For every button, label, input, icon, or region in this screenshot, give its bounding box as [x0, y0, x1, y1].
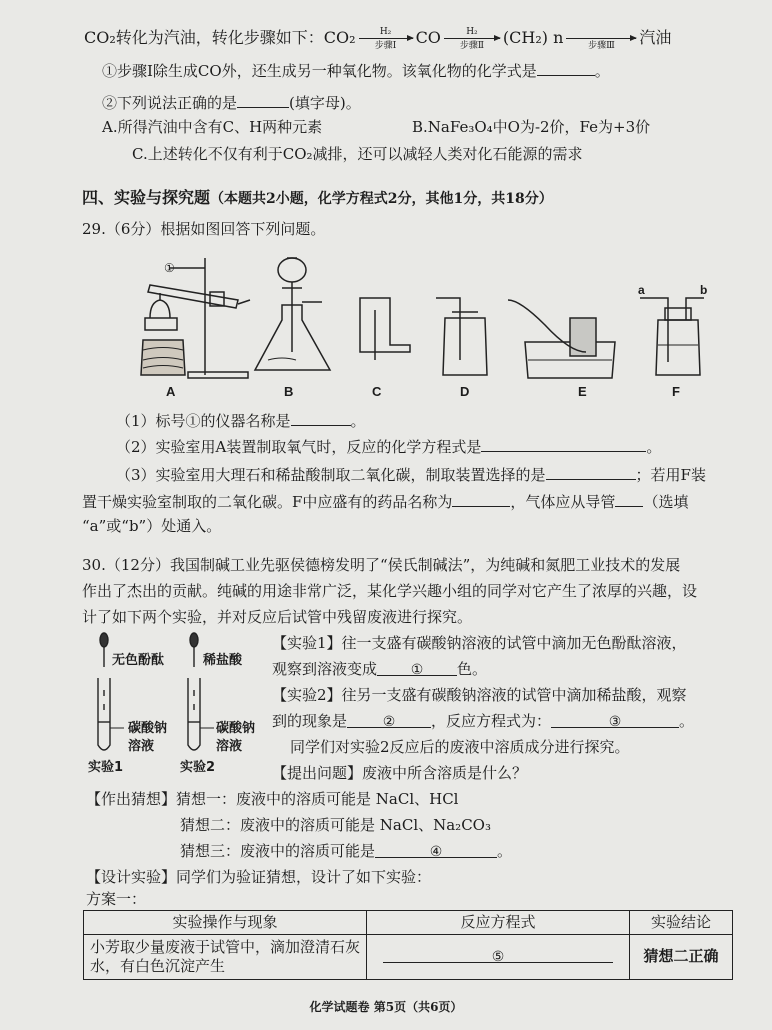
plan-cell-operation: 小芳取少量废液于试管中，滴加澄清石灰水，有白色沉淀产生 [84, 934, 367, 979]
label-e: E [578, 384, 587, 399]
q28-option-c: C.上述转化不仅有利于CO₂减排，还可以减轻人类对化石能源的需求 [132, 145, 583, 163]
q30-exp2-line1: 【实验2】往另一支盛有碳酸钠溶液的试管中滴加稀盐酸，观察 [272, 686, 687, 704]
fig-label-phenolphthalein: 无色酚酞 [112, 653, 165, 668]
q28-option-a: A.所得汽油中含有C、H两种元素 [102, 118, 323, 136]
q30-mark-1: ① [410, 662, 424, 678]
q28-option-b: B.NaFe₃O₄中O为-2价，Fe为+3价 [412, 118, 651, 136]
label-f: F [672, 384, 680, 399]
q30-mark-5: ⑤ [491, 949, 505, 966]
q30-exp2-line2 [272, 712, 694, 731]
q30-exp1-line1: 【实验1】往一支盛有碳酸钠溶液的试管中滴加无色酚酞溶液， [272, 634, 687, 652]
fig-label-exp1: 实验1 [88, 760, 124, 775]
plan-table [83, 910, 733, 980]
q30-guess-3-end: 。 [497, 842, 513, 860]
q29-heading: 29.（6分）根据如图回答下列问题。 [82, 220, 326, 238]
q29-p3-text-b: ；若用F装 [635, 466, 706, 484]
q30-guess-2: 猜想二：废液中的溶质可能是 NaCl、Na₂CO₃ [180, 816, 491, 834]
q28-sub1-text: ①步骤Ⅰ除生成CO外，还生成另一种氧化物。该氧化物的化学式是 [102, 62, 537, 80]
q30-blank-4[interactable] [375, 842, 497, 858]
plan-cell-conclusion: 猜想二正确 [630, 934, 733, 979]
q30-guess-1 [86, 790, 458, 809]
q30-guess-1-text: 猜想一：废液中的溶质可能是 NaCl、HCl [176, 790, 459, 808]
ch2n-formula: (CH₂) n [502, 28, 564, 47]
q30-exp2-mid: ，反应方程式为： [431, 712, 552, 730]
dropper-1 [100, 633, 108, 667]
fig-label-exp2: 实验2 [180, 760, 216, 775]
q30-mark-4: ④ [429, 844, 443, 860]
q28-sub1-end: 。 [594, 62, 610, 80]
fig-label-na2co3-2a: 碳酸钠 [216, 721, 256, 736]
q30-blank-5[interactable] [383, 947, 613, 966]
plan-header-conclusion: 实验结论 [630, 911, 733, 935]
fig-label-hcl: 稀盐酸 [203, 653, 243, 668]
q29-p2-text: （2）实验室用A装置制取氧气时，反应的化学方程式是 [116, 438, 482, 456]
q29-p3-text-a: （3）实验室用大理石和稀盐酸制取二氧化碳，制取装置选择的是 [116, 466, 546, 484]
step2-reagent: H₂ [466, 27, 478, 37]
plan-table-row [84, 934, 733, 979]
step1-label: 步骤Ⅰ [374, 41, 397, 51]
q30-question: 【提出问题】废液中所含溶质是什么？ [272, 764, 528, 782]
q30-blank-3[interactable] [551, 712, 679, 728]
label-a: A [166, 384, 176, 399]
q30-mark-2: ② [382, 714, 396, 730]
q30-mark-3: ③ [608, 714, 622, 730]
q30-blank-1[interactable] [377, 660, 457, 676]
test-tube-1 [98, 678, 124, 750]
q30-exp2-end: 。 [679, 712, 695, 730]
co-formula: CO [415, 28, 441, 47]
q30-guess-3 [180, 842, 512, 861]
dropper-2 [190, 633, 198, 667]
label-d: D [460, 384, 470, 399]
q28-intro: CO₂转化为汽油，转化步骤如下：CO₂ [84, 28, 356, 47]
step2-label: 步骤Ⅱ [459, 41, 484, 51]
q30-exp2-text: 到的现象是 [272, 712, 348, 730]
tube-a-label: a [638, 283, 645, 297]
fig-label-na2co3-1a: 碳酸钠 [128, 721, 168, 736]
step3-label: 步骤Ⅲ [588, 41, 615, 51]
q30-guess-head: 【作出猜想】 [86, 790, 177, 808]
section4-title: 四、实验与探究题 [82, 188, 211, 207]
q29-p2-end: 。 [646, 438, 662, 456]
test-tube-2 [188, 678, 214, 750]
section4-note: （本题共2小题，化学方程式2分，其他1分，共18分） [210, 191, 553, 207]
q30-intro-line1: 30.（12分）我国制碱工业先驱侯德榜发明了“侯氏制碱法”，为纯碱和氮肥工业技术的发展 [82, 556, 681, 574]
label-c: C [372, 384, 382, 399]
marker-1: ① [164, 261, 175, 275]
q30-blank-2[interactable] [347, 712, 431, 728]
plan-table-header [84, 911, 733, 935]
q30-intro-line2: 作出了杰出的贡献。纯碱的用途非常广泛，某化学兴趣小组的同学对它产生了浓厚的兴趣，设 [82, 582, 698, 600]
q30-exp1-text: 观察到溶液变成 [272, 660, 378, 678]
q30-plan1: 方案一： [86, 890, 147, 908]
q30-exp1-end: 色。 [457, 660, 488, 678]
q29-p1-end: 。 [350, 412, 366, 430]
q29-p3-text-c: 置干燥实验室制取的二氧化碳。F中应盛有的药品名称为 [82, 493, 453, 511]
fig-label-na2co3-2b: 溶液 [216, 739, 243, 754]
q30-design: 【设计实验】同学们为验证猜想，设计了如下实验： [86, 868, 432, 886]
label-b: B [284, 384, 294, 399]
page-footer: 化学试题卷 第5页（共6页） [309, 1000, 463, 1014]
q30-explore: 同学们对实验2反应后的废液中溶质成分进行探究。 [290, 738, 630, 756]
q30-exp1-line2 [272, 660, 487, 679]
q30-intro-line3: 计了如下两个实验，并对反应后试管中残留废液进行探究。 [82, 608, 473, 626]
q29-p3-line3: “a”或“b”）处通入。 [82, 517, 222, 535]
step1-reagent: H₂ [379, 27, 392, 37]
q28-sub2-end: (填字母)。 [289, 94, 361, 112]
tube-b-label: b [700, 283, 708, 297]
plan-header-operation: 实验操作与现象 [84, 911, 367, 935]
q30-guess-3-text: 猜想三：废液中的溶质可能是 [180, 842, 376, 860]
fig-label-na2co3-1b: 溶液 [128, 739, 155, 754]
q29-p3-text-e: （选填 [643, 493, 689, 511]
plan-header-equation: 反应方程式 [367, 911, 630, 935]
q29-p1-text: （1）标号①的仪器名称是 [116, 412, 291, 430]
q28-sub2-text: ②下列说法正确的是 [102, 94, 238, 112]
gasoline-text: 汽油 [639, 28, 672, 47]
q29-p3-text-d: ，气体应从导管 [510, 493, 616, 511]
plan-cell-equation[interactable] [367, 934, 630, 979]
